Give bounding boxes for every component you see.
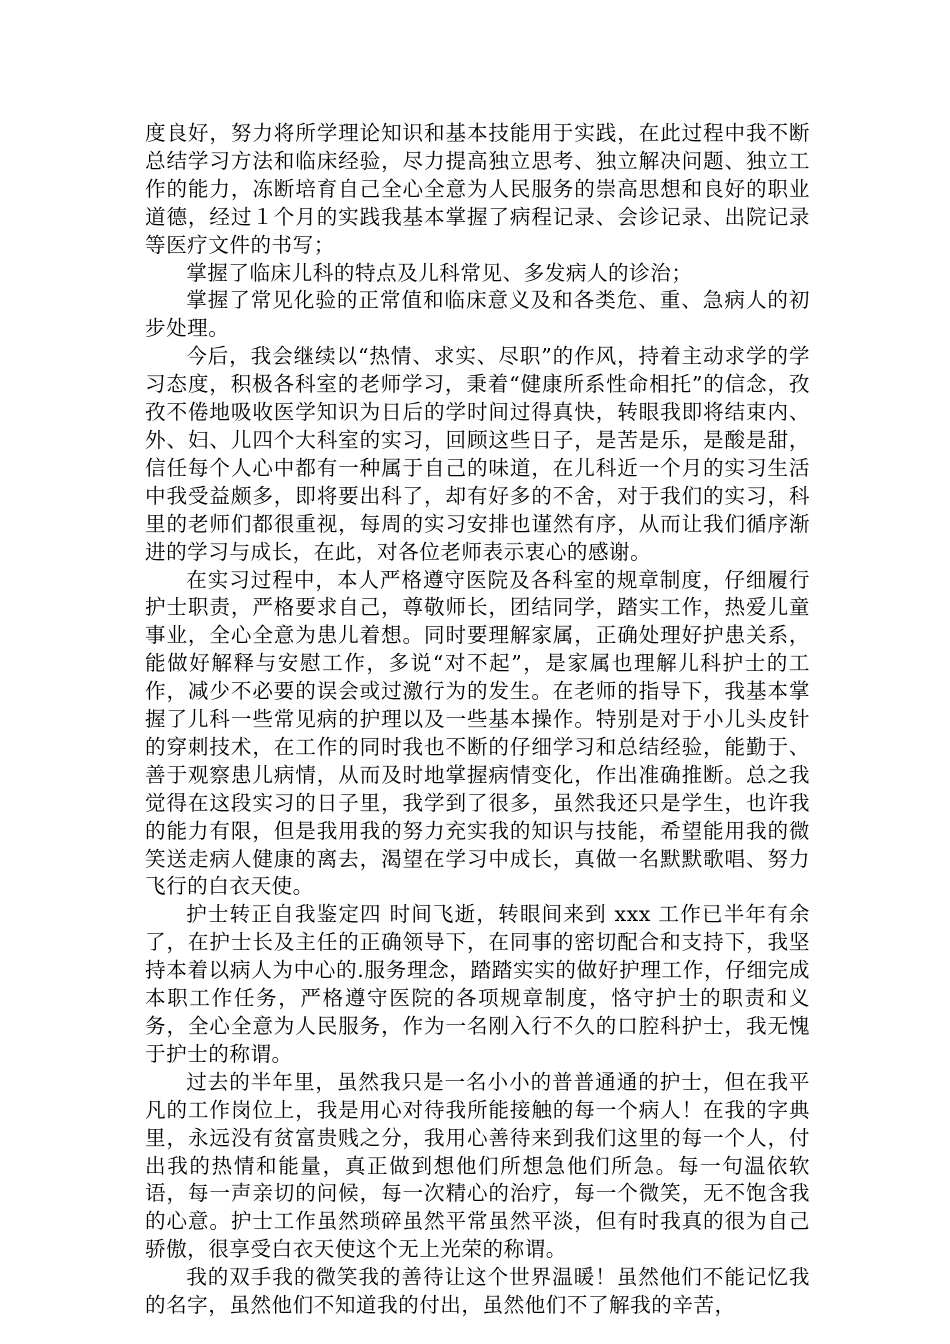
paragraph-8: 我的双手我的微笑我的善待让这个世界温暖！虽然他们不能记忆我的名字，虽然他们不知道我的付出，虽然他们不了解我的辛苦， — [145, 1265, 810, 1318]
paragraph-7: 过去的半年里，虽然我只是一名小小的普普通通的护士，但在我平凡的工作岗位上，我是用心对待我所能接触的每一个病人！在我的字典里，永远没有贫富贵贱之分，我用心善待来到我们这里的每一个人，付出我的热情和能量，真正做到想他们所想急他们所急。每一句温依软语，每一声亲切的问候，每一次精心的治疗，每一个微笑，无不饱含我的心意。护士工作虽然琐碎虽然平常虽然平淡，但有时我真的很为自己骄傲，很享受白衣天使这个无上光荣的称谓。 — [145, 1069, 810, 1262]
paragraph-4: 今后，我会继续以“热情、求实、尽职”的作风，持着主动求学的学习态度，积极各科室的老师学习，秉着“健康所系性命相托”的信念，孜孜不倦地吸收医学知识为日后的学时间过得真快，转眼我即将结束内、外、妇、儿四个大科室的实习，回顾这些日子，是苦是乐，是酸是甜，信任每个人心中都有一种属于自己的味道，在儿科近一个月的实习生活中我受益颇多，即将要出科了，却有好多的不舍，对于我们的实习，科里的老师们都很重视，每周的实习安排也谨然有序，从而让我们循序渐进的学习与成长，在此，对各位老师表示衷心的感谢。 — [145, 344, 810, 564]
paragraph-2: 掌握了临床儿科的特点及儿科常见、多发病人的诊治； — [186, 260, 693, 285]
document-page — [145, 120, 810, 1320]
paragraph-1: 度良好，努力将所学理论知识和基本技能用于实践，在此过程中我不断总结学习方法和临床经验，尽力提高独立思考、独立解决问题、独立工作的能力，冻断培育自己全心全意为人民服务的崇高思想和良好的职业道德，经过１个月的实践我基本掌握了病程记录、会诊记录、出院记录等医疗文件的书写； — [145, 121, 810, 257]
paragraph-6: 护士转正自我鉴定四 时间飞逝，转眼间来到 xxx 工作已半年有余了，在护士长及主任的正确领导下，在同事的密切配合和支持下，我坚持本着以病人为中心的.服务理念，踏踏实实的做好护理工作，仔细完成本职工作任务，严格遵守医院的各项规章制度，恪守护士的职责和义务，全心全意为人民服务，作为一名刚入行不久的口腔科护士，我无愧于护士的称谓。 — [145, 902, 810, 1066]
paragraph-3: 掌握了常见化验的正常值和临床意义及和各类危、重、急病人的初步处理。 — [145, 288, 810, 341]
paragraph-5: 在实习过程中，本人严格遵守医院及各科室的规章制度，仔细履行护士职责，严格要求自己，尊敬师长，团结同学，踏实工作，热爱儿童事业，全心全意为患儿着想。同时要理解家属，正确处理好护患关系，能做好解释与安慰工作，多说“对不起”，是家属也理解儿科护士的工作，减少不必要的误会或过激行为的发生。在老师的指导下，我基本掌握了儿科一些常见病的护理以及一些基本操作。特别是对于小儿头皮针的穿刺技术，在工作的同时我也不断的仔细学习和总结经验，能勤于、善于观察患儿病情，从而及时地掌握病情变化，作出准确推断。总之我觉得在这段实习的日子里，我学到了很多，虽然我还只是学生，也许我的能力有限，但是我用我的努力充实我的知识与技能，希望能用我的微笑送走病人健康的离去，渴望在学习中成长，真做一名默默歌唱、努力飞行的白衣天使。 — [145, 567, 810, 899]
